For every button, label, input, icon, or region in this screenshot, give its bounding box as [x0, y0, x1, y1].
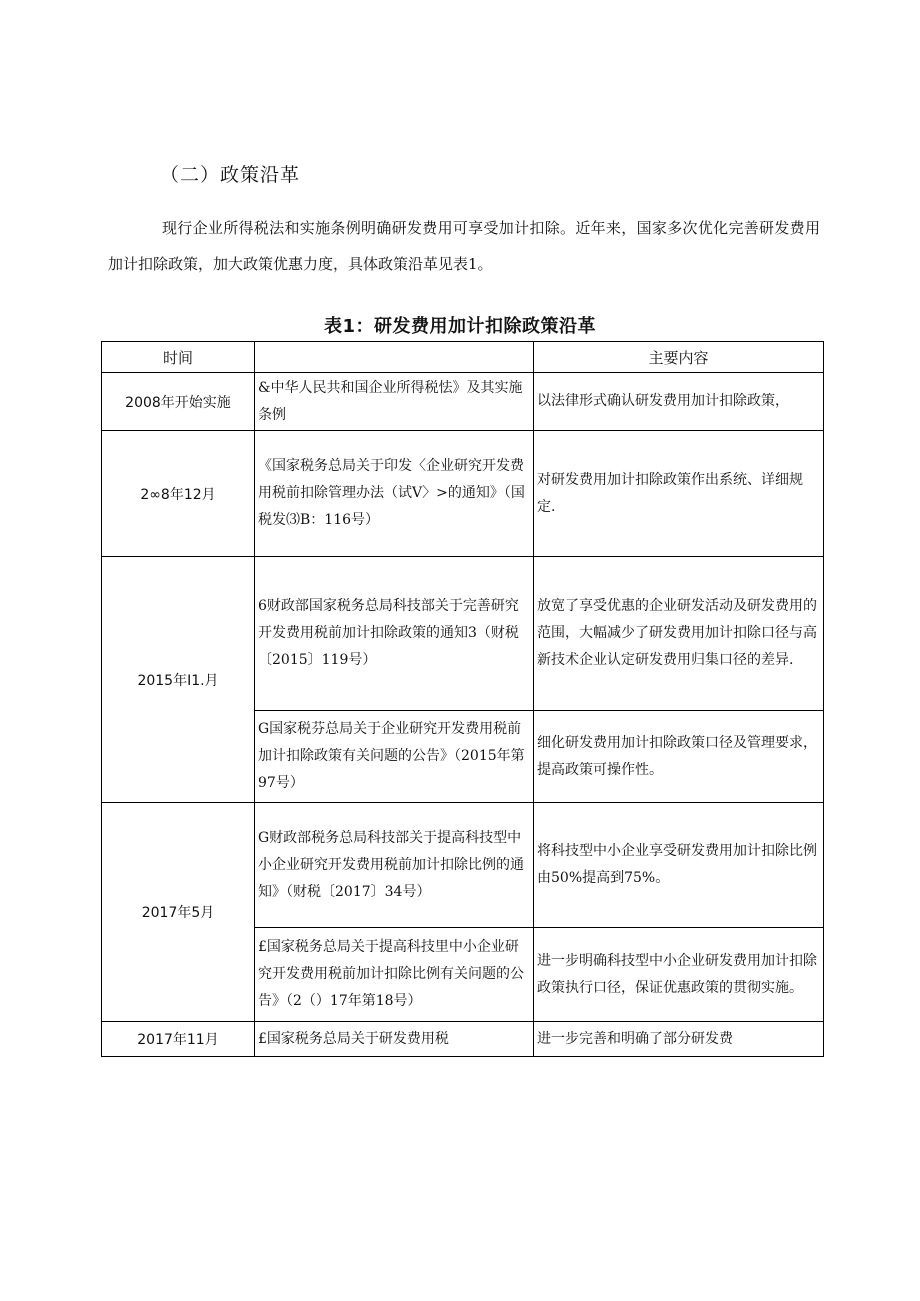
content-cell: 以法律形式确认研发费用加计扣除政策， [534, 373, 824, 431]
table-row [102, 557, 824, 711]
document-cell: £国家税务总局关于提高科技里中小企业研究开发费用税前加计扣除比例有关问题的公告》（2（）17年第18号） [255, 928, 534, 1022]
time-cell: 2∞8年12月 [102, 431, 255, 557]
table-row [102, 803, 824, 928]
content-cell: 进一步明确科技型中小企业研发费用加计扣除政策执行口径，保证优惠政策的贯彻实施。 [534, 928, 824, 1022]
document-cell: G财政部税务总局科技部关于提高科技型中小企业研究开发费用税前加计扣除比例的通知》（财税〔2017〕34号） [255, 803, 534, 928]
table-row [102, 431, 824, 557]
table-row [102, 1022, 824, 1057]
table-row [102, 373, 824, 431]
document-cell: &中华人民共和国企业所得税怯》及其实施条例 [255, 373, 534, 431]
document-cell: £国家税务总局关于研发费用税 [255, 1022, 534, 1057]
policy-history-table [101, 341, 824, 1057]
header-time: 时间 [102, 342, 255, 373]
time-cell: 2017年11月 [102, 1022, 255, 1057]
content-cell: 对研发费用加计扣除政策作出系统、详细规定. [534, 431, 824, 557]
time-cell: 2015年I1.月 [102, 557, 255, 803]
intro-paragraph: 现行企业所得税法和实施条例明确研发费用可享受加计扣除。近年来，国家多次优化完善研发费用加计扣除政策，加大政策优惠力度，具体政策沿革见表1。 [108, 219, 820, 273]
content-cell: 进一步完善和明确了部分研发费 [534, 1022, 824, 1057]
header-document [255, 342, 534, 373]
section-title: （二）政策沿革 [160, 164, 301, 186]
content-cell: 将科技型中小企业享受研发费用加计扣除比例由50%提高到75%。 [534, 803, 824, 928]
header-content: 主要内容 [534, 342, 824, 373]
content-cell: 细化研发费用加计扣除政策口径及管理要求，提高政策可操作性。 [534, 711, 824, 803]
document-cell: 《国家税务总局关于印发〈企业研究开发费用税前扣除管理办法（试V〉>的通知》（国税发⑶B：116号） [255, 431, 534, 557]
table-caption: 表1：研发费用加计扣除政策沿革 [323, 316, 597, 337]
document-cell: 6财政部国家税务总局科技部关于完善研究开发费用税前加计扣除政策的通知3（财税〔2015〕119号） [255, 557, 534, 711]
table-header-row [102, 342, 824, 373]
time-cell: 2008年开始实施 [102, 373, 255, 431]
time-cell: 2017年5月 [102, 803, 255, 1022]
content-cell: 放宽了享受优惠的企业研发活动及研发费用的范围，大幅减少了研发费用加计扣除口径与高新技术企业认定研发费用归集口径的差异. [534, 557, 824, 711]
document-cell: G国家税芬总局关于企业研究开发费用税前加计扣除政策有关问题的公告》（2015年第97号） [255, 711, 534, 803]
